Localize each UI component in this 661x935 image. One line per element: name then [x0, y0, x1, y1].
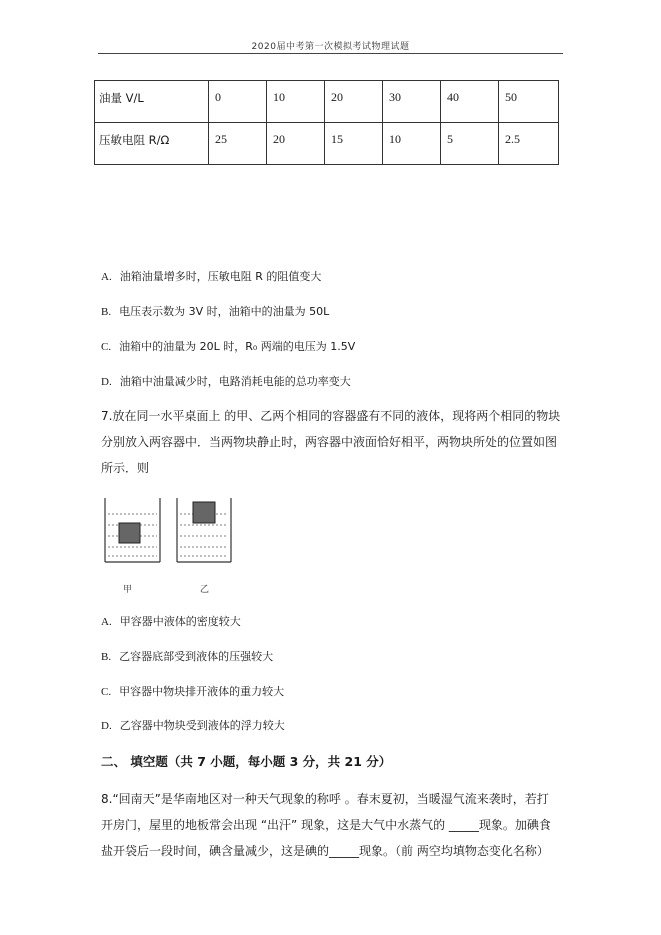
header-rule: [98, 53, 563, 54]
q8-line: 盐开袋后一段时间，碘含量减少，这是碘的_____现象。（前 两空均填物态变化名称）: [101, 844, 549, 858]
table-cell: 5: [441, 123, 499, 165]
table-cell: 0: [209, 81, 267, 123]
containers-figure: [100, 492, 235, 572]
figure-label-jia: 甲: [123, 585, 133, 595]
q6-option-b: B. 电压表示数为 3V 时，油箱中的油量为 50L: [101, 305, 330, 318]
table-cell: 10: [267, 81, 325, 123]
table-row: [95, 81, 559, 123]
q7-stem: [101, 403, 571, 481]
table-cell: 50: [499, 81, 559, 123]
table-row-label: 油量 V/L: [95, 81, 209, 123]
q7-option-d: D. 乙容器中物块受到液体的浮力较大: [101, 719, 285, 732]
q7-line: 所示．则: [101, 461, 150, 475]
table-row-label: 压敏电阻 R/Ω: [95, 123, 209, 165]
container-jia: [105, 498, 160, 562]
table-cell: 15: [325, 123, 383, 165]
q6-option-a: A. 油箱油量增多时，压敏电阻 R 的阻值变大: [101, 270, 322, 283]
q6-option-d: D. 油箱中油量减少时，电路消耗电能的总功率变大: [101, 375, 351, 388]
page-header: 2020届中考第一次模拟考试物理试题: [251, 42, 410, 52]
q7-line: 分别放入两容器中．当两物块静止时，两容器中液面恰好相平，两物块所处的位置如图: [101, 435, 558, 449]
table-cell: 2.5: [499, 123, 559, 165]
table-cell: 40: [441, 81, 499, 123]
table-cell: 25: [209, 123, 267, 165]
q8-stem: [101, 786, 571, 864]
oil-resistance-table: [94, 80, 559, 165]
q6-option-c: C. 油箱中的油量为 20L 时，R₀ 两端的电压为 1.5V: [101, 340, 356, 353]
q8-line: 开房门，屋里的地板常会出现 “出汗” 现象，这是大气中水蒸气的 _____现象。加碘食: [101, 818, 551, 832]
container-yi: [177, 498, 231, 562]
figure-label-yi: 乙: [200, 585, 210, 595]
section-title: 二、 填空题（共 7 小题，每小题 3 分，共 21 分）: [101, 754, 392, 769]
table-row: [95, 123, 559, 165]
q8-line: 8.“回南天”是华南地区对一种天气现象的称呼 。春末夏初，当暖湿气流来袭时，若打: [101, 792, 549, 806]
table-cell: 30: [383, 81, 441, 123]
q7-option-b: B. 乙容器底部受到液体的压强较大: [101, 650, 274, 663]
table-cell: 20: [267, 123, 325, 165]
table-cell: 20: [325, 81, 383, 123]
q7-line: 7.放在同一水平桌面上 的甲、乙两个相同的容器盛有不同的液体，现将两个相同的物块: [101, 409, 561, 423]
table-cell: 10: [383, 123, 441, 165]
containers-diagram: [100, 492, 235, 572]
q7-option-a: A. 甲容器中液体的密度较大: [101, 615, 241, 628]
q7-option-c: C. 甲容器中物块排开液体的重力较大: [101, 685, 285, 698]
